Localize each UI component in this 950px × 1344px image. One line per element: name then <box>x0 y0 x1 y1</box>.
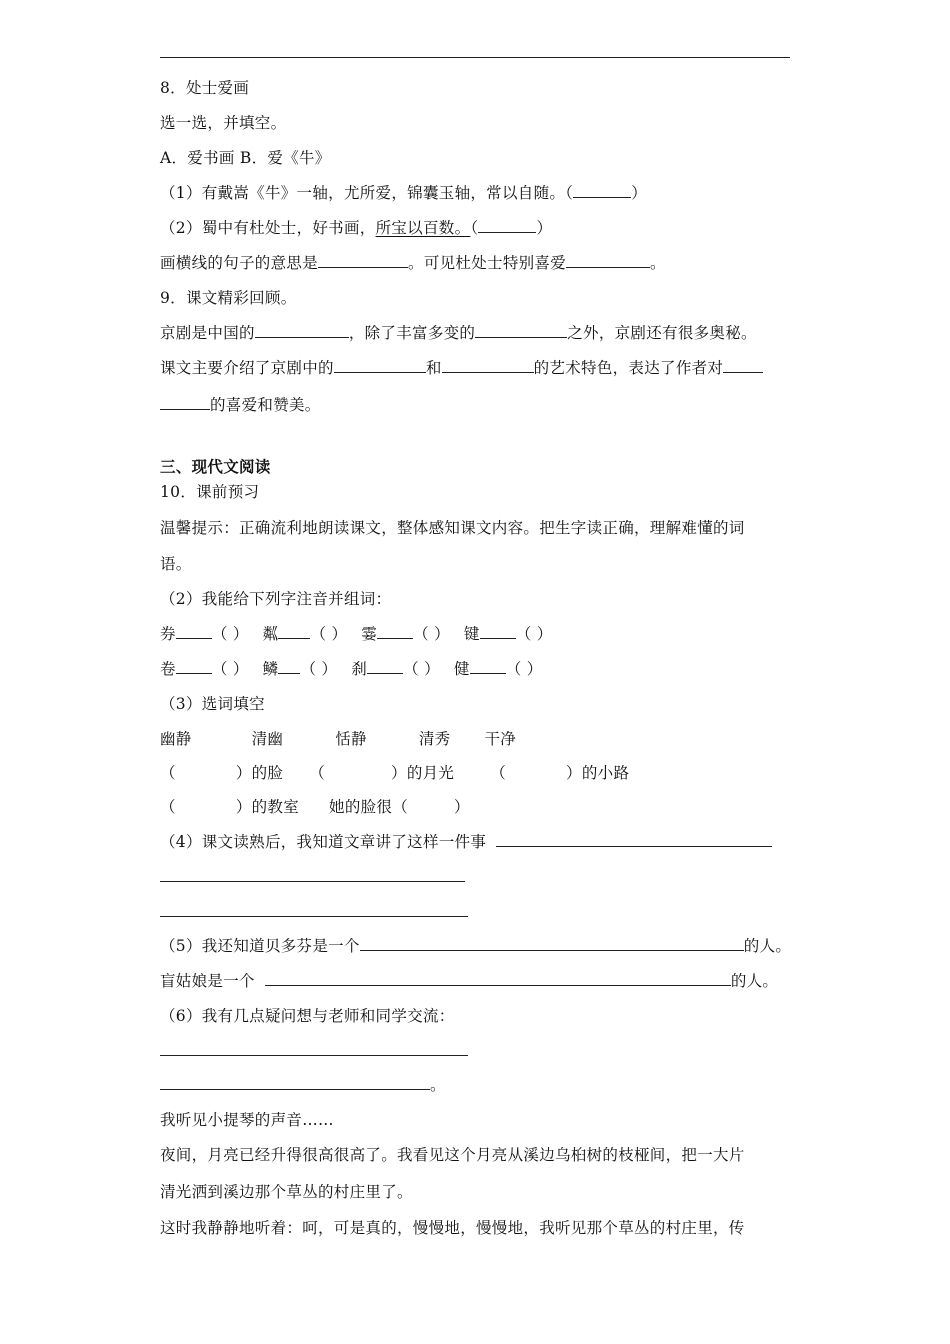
pinyin-row-1 <box>160 624 553 644</box>
word-blank[interactable] <box>176 624 212 639</box>
word-choice: 幽静 <box>160 730 192 748</box>
q9-l3-b: 的喜爱和赞美。 <box>210 396 321 414</box>
q8-l3-c: 。 <box>650 254 666 272</box>
q8-s1-answer-blank[interactable] <box>573 183 631 198</box>
q9-line-2 <box>160 358 763 378</box>
pinyin-paren[interactable]: （ ） <box>413 625 450 643</box>
fill-label: ）的教室 <box>235 798 300 816</box>
fill-close: ） <box>454 798 470 816</box>
char: 粼 <box>262 625 279 643</box>
q9-blank-4[interactable] <box>442 358 534 373</box>
p4-answer-line-3[interactable] <box>160 916 468 917</box>
p5-b: 的人。 <box>743 937 792 955</box>
p5-girl-blank[interactable] <box>265 971 731 986</box>
q8-s2-open: （ <box>470 219 479 237</box>
fill-open: （ <box>309 764 326 782</box>
q10-p5-line-2 <box>160 971 778 991</box>
q8-sentence-2 <box>160 218 552 238</box>
word-blank[interactable] <box>278 624 310 639</box>
fill-row-2 <box>160 797 470 817</box>
q9-l1-b: ，除了丰富多变的 <box>348 324 476 342</box>
q8-s2-underlined: 所宝以百数。 <box>375 219 471 237</box>
word-blank[interactable] <box>480 624 516 639</box>
q10-p6-title: （6）我有几点疑问想与老师和同学交流： <box>160 1007 455 1025</box>
q8-s1-close: ） <box>631 184 648 202</box>
p5-a: （5）我还知道贝多芬是一个 <box>160 937 360 955</box>
word-blank[interactable] <box>377 624 413 639</box>
q9-l1-c: 之外，京剧还有很多奥秘。 <box>567 324 757 342</box>
word-choice: 清秀 <box>418 730 451 748</box>
p6-answer-line-1[interactable] <box>160 1055 468 1056</box>
q9-blank-5a[interactable] <box>723 358 763 373</box>
q9-l2-b: 和 <box>425 359 442 377</box>
q10-tip-2: 语。 <box>160 555 192 573</box>
fill-label: ）的月光 <box>391 764 455 782</box>
q9-blank-5b[interactable] <box>160 395 210 410</box>
q8-s2-plain: 蜀中有杜处士，好书画， <box>201 219 376 237</box>
fill-open: （ <box>160 798 176 816</box>
q8-s2-answer-blank[interactable] <box>478 218 536 233</box>
char: 健 <box>453 660 470 678</box>
fill-open: （ <box>160 764 176 782</box>
char: 鳞 <box>262 660 279 678</box>
q8-title: 8．处士爱画 <box>160 79 250 97</box>
fill-row-1 <box>160 763 629 783</box>
pinyin-paren[interactable]: （ ） <box>515 625 553 643</box>
q8-sentence-1 <box>160 183 647 203</box>
word-choice: 清幽 <box>251 730 284 748</box>
char: 键 <box>463 625 480 643</box>
char: 霎 <box>361 625 378 643</box>
q10-p4-line <box>160 832 772 852</box>
pinyin-paren[interactable]: （ ） <box>300 660 338 678</box>
fill-label: ）的脸 <box>235 764 284 782</box>
p6-period: 。 <box>430 1076 446 1094</box>
char: 刹 <box>351 660 368 678</box>
q8-line-3 <box>160 253 666 273</box>
char: 券 <box>160 625 176 643</box>
q9-line-3 <box>160 395 321 415</box>
p5-c: 盲姑娘是一个 <box>160 972 255 990</box>
q8-love-blank[interactable] <box>566 253 650 268</box>
p5-d: 的人。 <box>730 972 779 990</box>
q9-blank-2[interactable] <box>475 323 567 338</box>
fill-label: ）的小路 <box>566 764 630 782</box>
q9-line-1 <box>160 323 757 343</box>
passage-title: 我听见小提琴的声音…… <box>160 1111 334 1129</box>
word-choice: 干净 <box>484 730 517 748</box>
word-blank[interactable] <box>367 659 403 674</box>
q8-instruction: 选一选，并填空。 <box>160 114 287 132</box>
q10-p5-line-1 <box>160 936 791 956</box>
p4-answer-blank[interactable] <box>496 832 772 847</box>
p4-answer-line-2[interactable] <box>160 881 465 882</box>
fill-label: 她的脸很（ <box>329 798 409 816</box>
q10-p3-title: （3）选词填空 <box>160 695 265 713</box>
q9-blank-3[interactable] <box>334 358 426 373</box>
passage-line-1: 夜间，月亮已经升得很高很高了。我看见这个月亮从溪边乌桕树的枝桠间，把一大片 <box>160 1146 745 1164</box>
q10-p4-title: （4）课文读熟后，我知道文章讲了这样一件事 <box>160 833 487 851</box>
q8-s1-text: （1）有戴嵩《牛》一轴，尤所爱，锦囊玉轴，常以自随。（ <box>160 184 574 202</box>
q8-l3-b: 。可见杜处士特别喜爱 <box>408 254 567 272</box>
header-rule <box>160 57 790 58</box>
pinyin-paren[interactable]: （ ） <box>310 625 348 643</box>
q9-l2-a: 课文主要介绍了京剧中的 <box>160 359 334 377</box>
q8-s2-prefix: （2） <box>160 219 202 237</box>
q8-options: A．爱书画 B．爱《牛》 <box>160 149 331 167</box>
q10-p2-title: （2）我能给下列字注音并组词： <box>160 590 392 608</box>
q9-title: 9．课文精彩回顾。 <box>160 289 297 307</box>
word-blank[interactable] <box>176 659 212 674</box>
pinyin-paren[interactable]: （ ） <box>211 625 249 643</box>
q10-p6-line-2 <box>160 1075 446 1095</box>
q10-title: 10．课前预习 <box>160 483 260 501</box>
section-3-heading: 三、现代文阅读 <box>160 457 271 476</box>
q9-l2-c: 的艺术特色，表达了作者对 <box>533 359 724 377</box>
word-choice: 恬静 <box>335 730 367 748</box>
pinyin-paren[interactable]: （ ） <box>505 660 543 678</box>
p5-beethoven-blank[interactable] <box>360 936 744 951</box>
q9-blank-1[interactable] <box>255 323 349 338</box>
pinyin-paren[interactable]: （ ） <box>211 660 249 678</box>
q10-tip-1: 温馨提示：正确流利地朗读课文，整体感知课文内容。把生字读正确，理解难懂的词 <box>160 519 745 537</box>
p6-answer-line-2[interactable] <box>160 1075 430 1090</box>
q9-l1-a: 京剧是中国的 <box>160 324 255 342</box>
passage-line-3: 这时我静静地听着：呵，可是真的，慢慢地，慢慢地，我听见那个草丛的村庄里，传 <box>160 1219 745 1237</box>
fill-open: （ <box>490 764 507 782</box>
word-blank[interactable] <box>278 659 300 674</box>
char: 卷 <box>160 660 176 678</box>
word-blank[interactable] <box>470 659 506 674</box>
q8-s2-close: ） <box>536 219 553 237</box>
pinyin-row-2 <box>160 659 543 679</box>
word-choices <box>160 729 516 749</box>
q8-meaning-blank[interactable] <box>318 253 408 268</box>
q8-l3-a: 画横线的句子的意思是 <box>160 254 319 272</box>
pinyin-paren[interactable]: （ ） <box>403 660 440 678</box>
passage-line-2: 清光洒到溪边那个草丛的村庄里了。 <box>160 1183 413 1201</box>
